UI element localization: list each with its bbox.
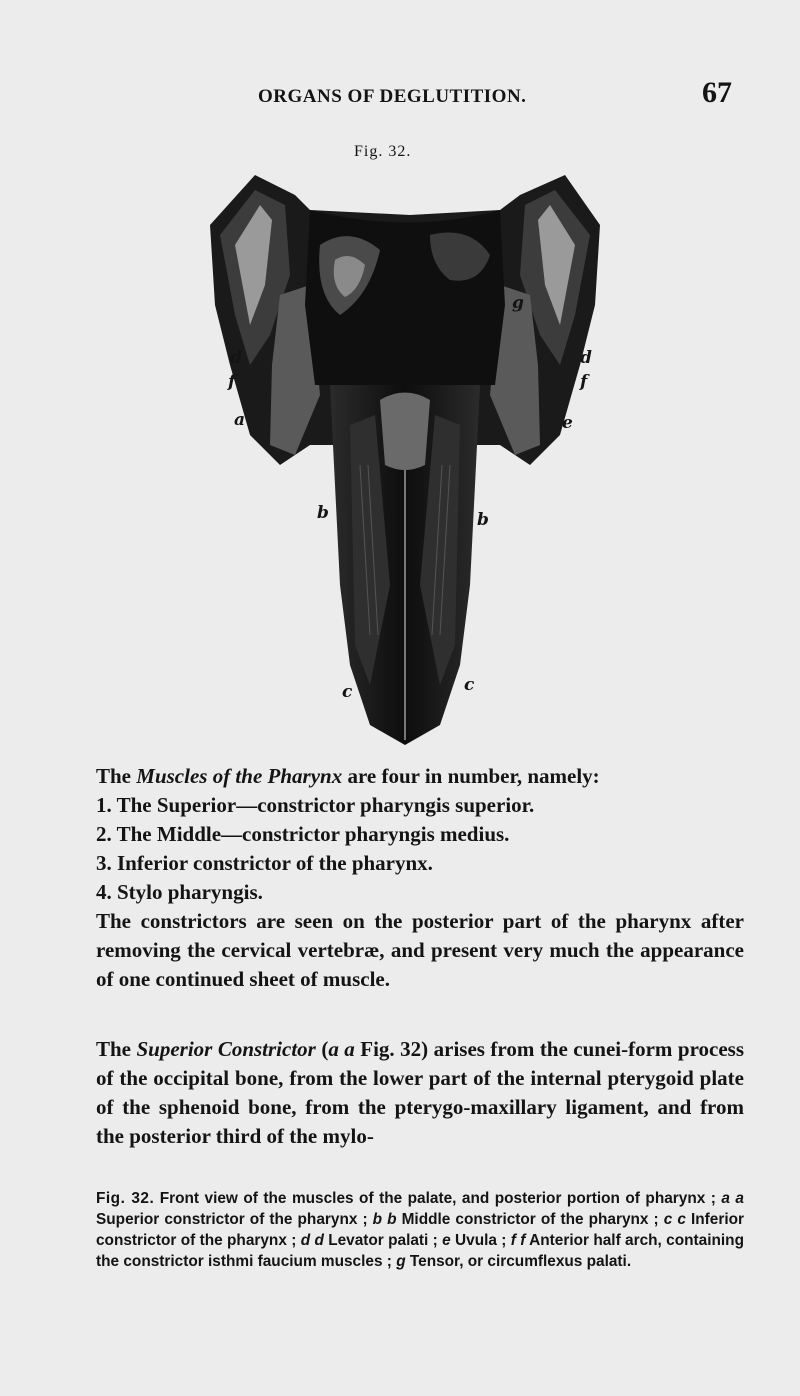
pharynx-muscles-illustration	[200, 165, 610, 750]
term-muscles-of-pharynx: Muscles of the Pharynx	[136, 764, 343, 788]
intro-line: The Muscles of the Pharynx are four in number, namely:	[96, 764, 600, 788]
figure-letter-f-left: f	[228, 372, 236, 392]
list-item: 2. The Middle—constrictor pharyngis medius.	[96, 822, 510, 846]
paragraph-pharynx-muscles	[96, 762, 744, 994]
list-item: 3. Inferior constrictor of the pharynx.	[96, 851, 433, 875]
figure-letter-f-right: f	[580, 372, 588, 392]
figure-letter-g: g	[512, 293, 524, 313]
figure-letter-b-left: b	[317, 503, 329, 523]
continuation-text: The constrictors are seen on the posterior part of the pharynx after removing the cervical vertebræ, and present very much the appearance of one continued sheet of muscle.	[96, 909, 744, 991]
running-head: ORGANS OF DEGLUTITION.	[258, 86, 527, 107]
pharynx-engraving	[200, 165, 610, 750]
figure-letter-c-right: c	[464, 675, 475, 695]
caption-fig-ref: Fig. 32.	[96, 1190, 155, 1207]
figure-letter-d-right: d	[580, 348, 592, 368]
list-item: 1. The Superior—constrictor pharyngis superior.	[96, 793, 535, 817]
figure-letter-b-right: b	[477, 510, 489, 530]
figure-letter-d-left: d	[230, 348, 242, 368]
page-number: 67	[702, 76, 732, 109]
figure-label: Fig. 32.	[354, 143, 412, 160]
figure-letter-c-left: c	[342, 682, 353, 702]
figure-caption: Fig. 32. Front view of the muscles of the palate, and posterior portion of pharynx ; a a Superior constrictor of the pharynx ; b b Middle constrictor of the pharynx ; c c Inferior constrictor of the pharynx ; d d Levator palati ; e Uvula ; f f Anterior half arch, containing the constrictor isthmi faucium muscles ; g Tensor, or circumflexus palati.	[96, 1190, 745, 1270]
ref-letters: a a	[328, 1037, 355, 1061]
figure-letter-e: e	[562, 413, 573, 433]
term-superior-constrictor: Superior Constrictor	[136, 1037, 316, 1061]
figure-letter-a-left: a	[234, 410, 246, 430]
paragraph-superior-constrictor: The Superior Constrictor (a a Fig. 32) arises from the cunei-form process of the occipital bone, from the lower part of the internal pterygoid plate of the sphenoid bone, from the pterygo-maxillary ligament, and from the posterior third of the mylo-	[96, 1037, 744, 1148]
list-item: 4. Stylo pharyngis.	[96, 880, 263, 904]
